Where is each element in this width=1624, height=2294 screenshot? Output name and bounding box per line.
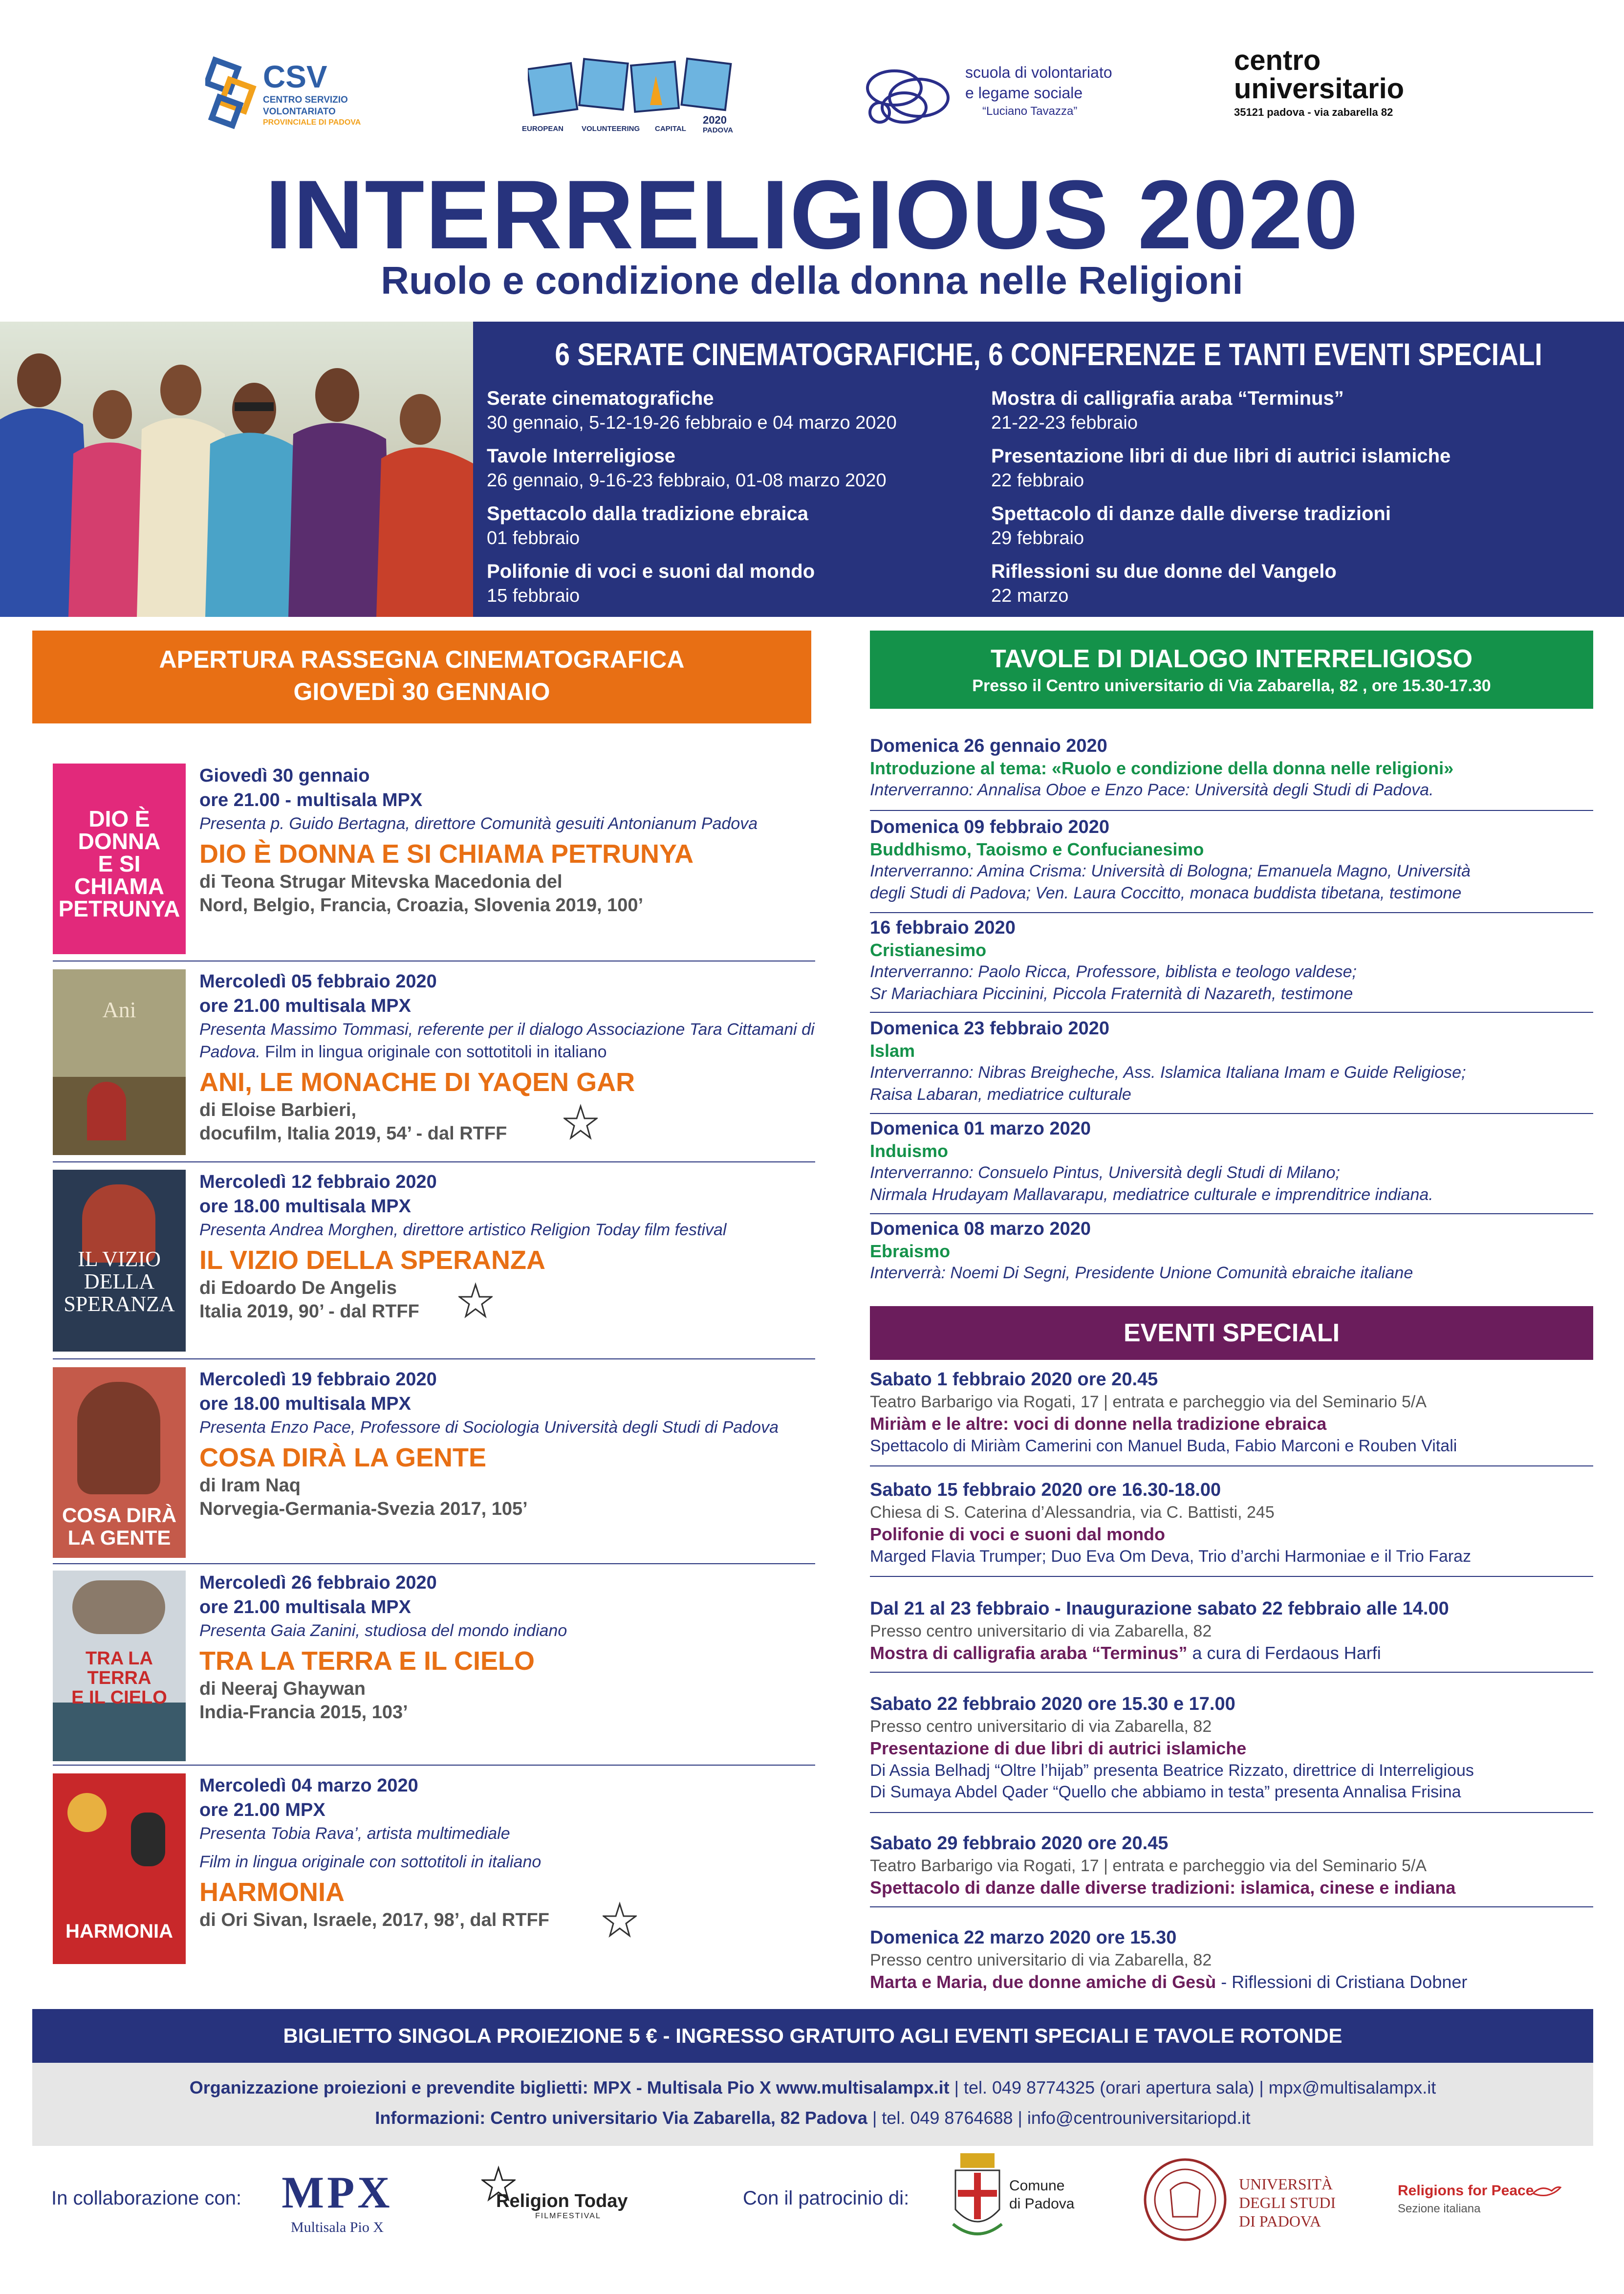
film-day: Mercoledì 05 febbraio 2020 — [199, 971, 437, 992]
film-presenter-text: Presenta Massimo Tommasi, referente per il dialogo Associazione Tara Cittamani di Padova. — [199, 1020, 815, 1061]
films-header-line2: GIOVEDÌ 30 GENNAIO — [293, 678, 550, 705]
poster-title: DIO È DONNA E SI CHIAMA PETRUNYA — [58, 806, 180, 921]
divider — [870, 1213, 1593, 1214]
divider — [53, 1563, 815, 1564]
divider — [870, 1012, 1593, 1013]
tavola-speakers: Interverranno: Nibras Breigheche, Ass. Islamica Italiana Imam e Guide Religiose; — [870, 1063, 1466, 1082]
tavola-speakers: Interverranno: Amina Crisma: Università di Bologna; Emanuela Magno, Università — [870, 862, 1471, 880]
tavola-date: Domenica 09 febbraio 2020 — [870, 817, 1109, 837]
tavole-header-sub: Presso il Centro universitario di Via Zabarella, 82 , ore 15.30-17.30 — [972, 677, 1491, 695]
films-header — [32, 631, 811, 723]
women-group-photo — [0, 322, 473, 617]
film-info — [199, 969, 815, 1145]
org-line2-bold: Informazioni: Centro universitario Via Zabarella, 82 Padova — [375, 2108, 867, 2128]
tavola-date: Domenica 01 marzo 2020 — [870, 1118, 1091, 1139]
divider — [870, 1672, 1593, 1673]
film-title: TRA LA TERRA E IL CIELO — [199, 1646, 535, 1676]
divider — [870, 1576, 1593, 1577]
poster-title: Ani — [102, 997, 136, 1022]
evc-logo — [518, 51, 743, 149]
rfp-sub: Sezione italiana — [1398, 2202, 1481, 2215]
religion-today-icon — [563, 1104, 598, 1143]
tavola-speakers: Raisa Labaran, mediatrice culturale — [870, 1085, 1131, 1104]
tavola-entry — [870, 815, 1593, 904]
film-info — [199, 1571, 815, 1724]
film-title: IL VIZIO DELLA SPERANZA — [199, 1245, 546, 1275]
film-poster — [53, 1773, 186, 1964]
film-poster — [53, 1170, 186, 1352]
cu-address: 35121 padova - via zabarella 82 — [1234, 106, 1393, 118]
tavola-date: Domenica 26 gennaio 2020 — [870, 736, 1107, 756]
film-poster — [53, 1367, 186, 1558]
film-time: ore 21.00 MPX — [199, 1800, 325, 1820]
comune-padova-logo — [951, 2151, 1078, 2249]
evento-title: Spettacolo di danze dalle diverse tradizioni: islamica, cinese e indiana — [870, 1878, 1456, 1898]
tavola-date: 16 febbraio 2020 — [870, 918, 1016, 938]
film-entry — [53, 1571, 815, 1761]
mpx-logo-text: MPX — [281, 2167, 393, 2217]
film-time: ore 21.00 multisala MPX — [199, 996, 411, 1016]
film-title: COSA DIRÀ LA GENTE — [199, 1443, 487, 1472]
divider — [870, 1113, 1593, 1114]
csv-line3: PROVINCIALE DI PADOVA — [263, 118, 361, 127]
evento-detail: Di Sumaya Abdel Qader “Quello che abbiamo in testa” presenta Annalisa Frisina — [870, 1783, 1461, 1801]
film-time: ore 18.00 multisala MPX — [199, 1394, 411, 1414]
banner-item-title: Spettacolo di danze dalle diverse tradizioni — [991, 503, 1391, 524]
banner-item-title: Tavole Interreligiose — [487, 445, 676, 467]
tavola-topic: Islam — [870, 1041, 915, 1061]
svl-line1: scuola di volontariato — [965, 64, 1112, 81]
evento-date: Dal 21 al 23 febbraio - Inaugurazione sabato 22 febbraio alle 14.00 — [870, 1598, 1449, 1619]
poster-title: HARMONIA — [65, 1921, 173, 1942]
film-director: di Ori Sivan, Israele, 2017, 98’, dal RTFF — [199, 1910, 549, 1930]
film-entry — [53, 969, 815, 1155]
svl-line2: e legame sociale — [965, 84, 1083, 102]
evento-title: Miriàm e le altre: voci di donne nella tradizione ebraica — [870, 1414, 1327, 1434]
film-director: di Teona Strugar Mitevska Macedonia del — [199, 872, 563, 892]
csv-mark-icon — [205, 54, 264, 132]
org-line1-bold: Organizzazione proiezioni e prevendite biglietti: MPX - Multisala Pio X www.multisalampx.it — [189, 2077, 950, 2097]
evento-entry — [870, 1597, 1593, 1664]
tavola-speakers: Interverranno: Paolo Ricca, Professore, biblista e teologo valdese; — [870, 962, 1357, 981]
banner-item-title: Riflessioni su due donne del Vangelo — [991, 561, 1337, 582]
divider — [53, 1161, 815, 1162]
film-title: DIO È DONNA E SI CHIAMA PETRUNYA — [199, 839, 694, 869]
banner-item-date: 22 febbraio — [991, 470, 1084, 491]
film-director: di Iram Naq — [199, 1475, 301, 1496]
divider — [870, 1465, 1593, 1466]
rfp-text: Religions for Peace — [1398, 2183, 1534, 2199]
banner-item-date: 30 gennaio, 5-12-19-26 febbraio e 04 marzo 2020 — [487, 413, 897, 433]
evento-entry — [870, 1368, 1593, 1457]
banner-item-date: 22 marzo — [991, 586, 1069, 606]
evento-entry — [870, 1478, 1593, 1567]
film-time: ore 18.00 multisala MPX — [199, 1196, 411, 1217]
film-language-note: Film in lingua originale con sottotitoli in italiano — [199, 1853, 541, 1871]
tavola-entry — [870, 1217, 1593, 1284]
film-info-line: Italia 2019, 90’ - dal RTFF — [199, 1301, 419, 1322]
patronage-label: Con il patrocinio di: — [743, 2187, 909, 2209]
religion-today-icon — [458, 1282, 493, 1321]
film-title: HARMONIA — [199, 1878, 345, 1907]
unipd-line2: DEGLI STUDI — [1239, 2194, 1336, 2211]
mpx-logo-sub: Multisala Pio X — [290, 2219, 384, 2235]
evento-title-tail: - Riflessioni di Cristiana Dobner — [1216, 1972, 1468, 1992]
banner-right-column — [991, 386, 1490, 617]
film-director: di Eloise Barbieri, — [199, 1100, 356, 1120]
banner-heading: 6 SERATE CINEMATOGRAFICHE, 6 CONFERENZE E TANTI EVENTI SPECIALI — [555, 337, 1542, 372]
tavola-speakers: Interverranno: Consuelo Pintus, Università degli Studi di Milano; — [870, 1163, 1340, 1182]
tavola-entry — [870, 1117, 1593, 1206]
evento-venue: Presso centro universitario di via Zabarella, 82 — [870, 1622, 1212, 1640]
centro-universitario-logo — [1234, 46, 1488, 130]
volunteering-tiles-icon — [528, 51, 733, 120]
csv-line2: VOLONTARIATO — [263, 107, 336, 117]
padova-crest-icon — [951, 2151, 1004, 2244]
tavola-topic: Induismo — [870, 1141, 948, 1161]
film-info-line: docufilm, Italia 2019, 54’ - dal RTFF — [199, 1123, 507, 1144]
banner-item-date: 29 febbraio — [991, 528, 1084, 548]
film-entry — [53, 1170, 815, 1352]
evento-title — [870, 1971, 1593, 1993]
divider — [870, 1812, 1593, 1813]
cu-line1: centro — [1234, 44, 1321, 76]
tavola-speakers: Sr Mariachiara Piccinini, Piccola Fraternità di Nazareth, testimone — [870, 984, 1353, 1003]
film-presenter: Presenta Enzo Pace, Professore di Sociologia Università degli Studi di Padova — [199, 1418, 779, 1437]
evento-title-text: Mostra di calligrafia araba “Terminus” — [870, 1643, 1188, 1663]
unipd-logo — [1141, 2156, 1346, 2244]
evento-detail: Spettacolo di Miriàm Camerini con Manuel Buda, Fabio Marconi e Rouben Vitali — [870, 1437, 1457, 1455]
film-presenter: Presenta p. Guido Bertagna, direttore Comunità gesuiti Antonianum Padova — [199, 814, 758, 833]
banner-item-title: Mostra di calligrafia araba “Terminus” — [991, 388, 1344, 409]
film-info — [199, 1367, 815, 1521]
evento-venue: Teatro Barbarigo via Rogati, 17 | entrata e parcheggio via del Seminario 5/A — [870, 1393, 1427, 1411]
tavola-entry — [870, 1017, 1593, 1106]
organization-info — [32, 2063, 1593, 2146]
tavola-entry — [870, 734, 1593, 801]
collaboration-label: In collaborazione con: — [51, 2187, 242, 2209]
banner-item-date: 01 febbraio — [487, 528, 580, 548]
poster-title: TRA LA TERRA E IL CIELO — [71, 1648, 167, 1708]
unipd-line3: DI PADOVA — [1239, 2212, 1321, 2230]
divider — [53, 1358, 815, 1359]
evento-detail: Marged Flavia Trumper; Duo Eva Om Deva, Trio d’archi Harmoniae e il Trio Faraz — [870, 1547, 1472, 1566]
evc-w2: VOLUNTEERING — [582, 125, 640, 133]
tavola-topic: Buddhismo, Taoismo e Confucianesimo — [870, 839, 1204, 859]
evento-date: Domenica 22 marzo 2020 ore 15.30 — [870, 1927, 1177, 1948]
tavole-header-title: TAVOLE DI DIALOGO INTERRELIGIOSO — [990, 645, 1473, 673]
svl-line3: “Luciano Tavazza” — [982, 105, 1078, 118]
svl-knot-icon — [860, 59, 958, 132]
evento-date: Sabato 22 febbraio 2020 ore 15.30 e 17.00 — [870, 1694, 1235, 1714]
tavola-speakers: Nirmala Hrudayam Mallavarapu, mediatrice culturale e imprenditrice indiana. — [870, 1185, 1433, 1204]
film-presenter: Presenta Gaia Zanini, studiosa del mondo indiano — [199, 1621, 567, 1640]
film-day: Giovedì 30 gennaio — [199, 765, 370, 786]
evento-entry — [870, 1692, 1593, 1803]
unipd-line1: UNIVERSITÀ — [1239, 2175, 1333, 2193]
org-line1 — [32, 2073, 1593, 2103]
page-title: INTERRELIGIOUS 2020 — [265, 160, 1359, 269]
film-day: Mercoledì 04 marzo 2020 — [199, 1775, 418, 1796]
film-info-line: India-Francia 2015, 103’ — [199, 1702, 408, 1723]
film-entry — [53, 1773, 815, 1964]
svl-logo — [860, 54, 1173, 137]
comune-line2: di Padova — [1009, 2196, 1075, 2212]
evc-city: PADOVA — [703, 126, 733, 134]
csv-big: CSV — [263, 59, 327, 94]
evento-entry — [870, 1832, 1593, 1899]
evc-w1: EUROPEAN — [522, 125, 564, 133]
film-presenter: Presenta Andrea Morghen, direttore artistico Religion Today film festival — [199, 1221, 727, 1239]
evento-date: Sabato 15 febbraio 2020 ore 16.30-18.00 — [870, 1480, 1221, 1500]
comune-line1: Comune — [1009, 2178, 1065, 2194]
csv-logo — [205, 49, 391, 147]
film-info-line: Norvegia-Germania-Svezia 2017, 105’ — [199, 1499, 528, 1519]
tavola-topic: Cristianesimo — [870, 940, 987, 960]
ticket-bar: BIGLIETTO SINGOLA PROIEZIONE 5 € - INGRESSO GRATUITO AGLI EVENTI SPECIALI E TAVOLE ROTONDE — [32, 2009, 1593, 2063]
film-info-line: Nord, Belgio, Francia, Croazia, Slovenia 2019, 100’ — [199, 895, 644, 916]
tavola-topic: Ebraismo — [870, 1241, 951, 1261]
banner-item-date: 15 febbraio — [487, 586, 580, 606]
banner-item-title: Serate cinematografiche — [487, 388, 714, 409]
film-poster — [53, 1571, 186, 1761]
film-day: Mercoledì 12 febbraio 2020 — [199, 1172, 437, 1192]
film-presenter — [199, 1018, 815, 1063]
evento-title: Presentazione di due libri di autrici islamiche — [870, 1738, 1247, 1758]
banner-left-column — [487, 386, 985, 617]
divider — [870, 810, 1593, 811]
evento-detail: Di Assia Belhadj “Oltre l’hijab” presenta Beatrice Rizzato, direttrice di Interreligious — [870, 1761, 1474, 1780]
cu-line2: universitario — [1234, 73, 1405, 105]
tavola-date: Domenica 23 febbraio 2020 — [870, 1018, 1109, 1039]
film-entry — [53, 764, 815, 954]
film-day: Mercoledì 19 febbraio 2020 — [199, 1369, 437, 1390]
tavola-date: Domenica 08 marzo 2020 — [870, 1219, 1091, 1239]
tavola-speakers: Interverranno: Annalisa Oboe e Enzo Pace: Università degli Studi di Padova. — [870, 781, 1434, 799]
tavola-speakers: degli Studi di Padova; Ven. Laura Coccitto, monaca buddista tibetana, testimone — [870, 884, 1462, 902]
csv-line1: CENTRO SERVIZIO — [263, 95, 348, 105]
banner-item-title: Spettacolo dalla tradizione ebraica — [487, 503, 808, 524]
poster-title: COSA DIRÀ LA GENTE — [62, 1504, 177, 1549]
evc-year: 2020 — [703, 114, 727, 126]
tavola-entry — [870, 916, 1593, 1005]
banner-item-title: Polifonie di voci e suoni dal mondo — [487, 561, 815, 582]
film-entry — [53, 1367, 815, 1558]
film-poster — [53, 764, 186, 954]
org-line1-normal: | tel. 049 8774325 (orari apertura sala) | mpx@multisalampx.it — [949, 2077, 1436, 2097]
tavola-speakers: Interverrà: Noemi Di Segni, Presidente Unione Comunità ebraiche italiane — [870, 1264, 1413, 1282]
banner-item-title: Presentazione libri di due libri di autrici islamiche — [991, 445, 1451, 467]
film-info — [199, 1773, 815, 1932]
religion-today-icon — [603, 1901, 637, 1941]
film-language-note: Film in lingua originale con sottotitoli in italiano — [265, 1043, 607, 1061]
mpx-logo — [264, 2167, 415, 2239]
film-presenter: Presenta Tobia Rava’, artista multimediale — [199, 1824, 510, 1843]
film-time: ore 21.00 - multisala MPX — [199, 790, 423, 810]
org-line2 — [32, 2103, 1593, 2133]
divider — [870, 912, 1593, 913]
banner-item-date: 21-22-23 febbraio — [991, 413, 1138, 433]
film-director: di Edoardo De Angelis — [199, 1278, 397, 1298]
eventi-header: EVENTI SPECIALI — [870, 1306, 1593, 1360]
films-header-line1: APERTURA RASSEGNA CINEMATOGRAFICA — [159, 646, 685, 673]
org-line2-normal: | tel. 049 8764688 | info@centrouniversitariopd.it — [867, 2108, 1251, 2128]
banner-item-date: 26 gennaio, 9-16-23 febbraio, 01-08 marzo 2020 — [487, 470, 887, 491]
film-info — [199, 1170, 815, 1323]
religion-today-sub: FILMFESTIVAL — [535, 2212, 601, 2220]
tavole-header — [870, 631, 1593, 709]
evento-title-text: Marta e Maria, due donne amiche di Gesù — [870, 1972, 1216, 1992]
divider — [53, 1765, 815, 1766]
evento-date: Sabato 1 febbraio 2020 ore 20.45 — [870, 1369, 1158, 1390]
religions-for-peace-logo — [1398, 2183, 1593, 2231]
evento-entry — [870, 1926, 1593, 1993]
evento-venue: Presso centro universitario di via Zabarella, 82 — [870, 1951, 1212, 1969]
unipd-seal-icon — [1141, 2156, 1229, 2244]
religion-today-logo — [481, 2165, 638, 2234]
film-director: di Neeraj Ghaywan — [199, 1679, 366, 1699]
film-time: ore 21.00 multisala MPX — [199, 1597, 411, 1617]
page-subtitle: Ruolo e condizione della donna nelle Religioni — [381, 259, 1243, 302]
evento-title: Polifonie di voci e suoni dal mondo — [870, 1524, 1166, 1544]
evc-w3: CAPITAL — [655, 125, 686, 133]
film-day: Mercoledì 26 febbraio 2020 — [199, 1573, 437, 1593]
evento-venue: Teatro Barbarigo via Rogati, 17 | entrata e parcheggio via del Seminario 5/A — [870, 1857, 1427, 1875]
religion-today-text: Religion Today — [496, 2191, 628, 2211]
film-title: ANI, LE MONACHE DI YAQEN GAR — [199, 1068, 635, 1097]
evento-venue: Presso centro universitario di via Zabarella, 82 — [870, 1717, 1212, 1736]
film-info — [199, 764, 815, 917]
evento-title-tail: a cura di Ferdaous Harfi — [1187, 1643, 1381, 1663]
evento-date: Sabato 29 febbraio 2020 ore 20.45 — [870, 1833, 1169, 1854]
dove-icon — [1532, 2184, 1561, 2198]
evento-venue: Chiesa di S. Caterina d’Alessandria, via C. Battisti, 245 — [870, 1503, 1275, 1522]
tavola-topic: Introduzione al tema: «Ruolo e condizione della donna nelle religioni» — [870, 758, 1454, 778]
poster-title: IL VIZIO DELLA SPERANZA — [64, 1247, 175, 1316]
film-poster — [53, 969, 186, 1155]
divider — [870, 1906, 1593, 1907]
evento-title — [870, 1642, 1593, 1664]
